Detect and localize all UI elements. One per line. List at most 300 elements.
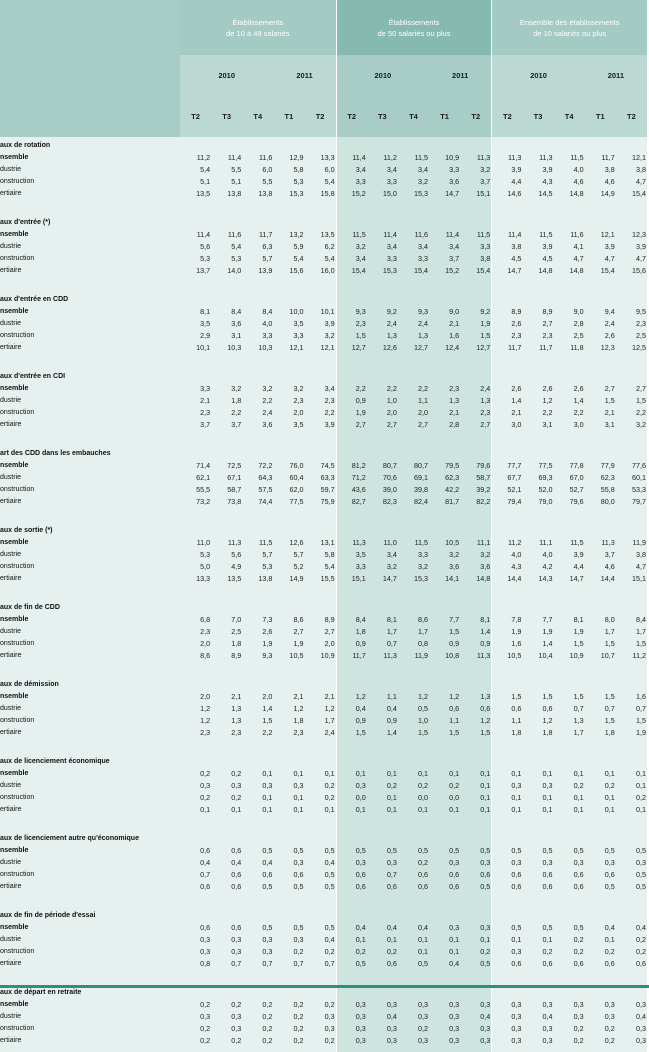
- value-cell: 0,3: [585, 998, 616, 1010]
- value-cell: 5,3: [242, 560, 273, 572]
- spacer-cell: [273, 892, 304, 909]
- value-cell: 3,9: [305, 418, 336, 430]
- empty-cell: [460, 601, 491, 613]
- spacer-cell: [491, 738, 522, 755]
- value-cell: 0,3: [180, 945, 211, 957]
- spacer-cell: [180, 276, 211, 293]
- empty-cell: [180, 139, 211, 151]
- value-cell: 1,2: [180, 714, 211, 726]
- spacer-cell: [305, 815, 336, 832]
- value-cell: 0,3: [336, 1022, 367, 1034]
- value-cell: 0,5: [398, 844, 429, 856]
- value-cell: 52,7: [554, 483, 585, 495]
- value-cell: 0,3: [522, 1022, 553, 1034]
- value-cell: 0,5: [491, 844, 522, 856]
- value-cell: 0,3: [305, 1010, 336, 1022]
- value-cell: 0,1: [398, 933, 429, 945]
- empty-cell: [616, 216, 647, 228]
- row-label: dustrie: [0, 471, 180, 483]
- value-cell: 0,2: [242, 1022, 273, 1034]
- spacer-cell: [242, 892, 273, 909]
- value-cell: 0,2: [398, 856, 429, 868]
- value-cell: 0,4: [460, 1010, 491, 1022]
- value-cell: 0,2: [211, 791, 242, 803]
- empty-cell: [336, 755, 367, 767]
- value-cell: 1,5: [429, 726, 460, 738]
- value-cell: 0,3: [336, 998, 367, 1010]
- value-cell: 11,4: [180, 228, 211, 240]
- row-label: nsemble: [0, 767, 180, 779]
- spacer-cell: [242, 584, 273, 601]
- spacer-cell: [398, 661, 429, 678]
- empty-cell: [305, 216, 336, 228]
- empty-cell: [336, 447, 367, 459]
- spacer-cell: [305, 276, 336, 293]
- empty-cell: [491, 139, 522, 151]
- empty-cell: [273, 755, 304, 767]
- spacer-cell: [522, 584, 553, 601]
- value-cell: 5,7: [242, 548, 273, 560]
- value-cell: 0,4: [367, 921, 398, 933]
- value-cell: 81,2: [336, 459, 367, 471]
- empty-cell: [460, 447, 491, 459]
- value-cell: 0,6: [554, 868, 585, 880]
- spacer-cell: [398, 815, 429, 832]
- value-cell: 1,7: [398, 625, 429, 637]
- value-cell: 0,2: [367, 779, 398, 791]
- value-cell: 0,6: [554, 880, 585, 892]
- table-row: [0, 779, 647, 791]
- empty-cell: [367, 601, 398, 613]
- table-header: [0, 0, 647, 137]
- value-cell: 2,3: [522, 329, 553, 341]
- value-cell: 1,5: [522, 690, 553, 702]
- empty-cell: [398, 524, 429, 536]
- value-cell: 0,1: [522, 791, 553, 803]
- year-header: 2011: [585, 55, 647, 95]
- empty-cell: [273, 447, 304, 459]
- value-cell: 2,2: [522, 406, 553, 418]
- section-title-row: [0, 447, 647, 459]
- value-cell: 2,4: [398, 317, 429, 329]
- group-header-10-49: [180, 0, 336, 55]
- value-cell: 0,6: [367, 957, 398, 969]
- value-cell: 3,6: [429, 175, 460, 187]
- value-cell: 0,6: [211, 880, 242, 892]
- value-cell: 11,3: [367, 649, 398, 661]
- value-cell: 11,4: [429, 228, 460, 240]
- spacer-cell: [367, 661, 398, 678]
- value-cell: 0,5: [305, 921, 336, 933]
- value-cell: 0,5: [554, 921, 585, 933]
- value-cell: 0,3: [336, 1010, 367, 1022]
- value-cell: 79,5: [429, 459, 460, 471]
- row-label: ertiaire: [0, 495, 180, 507]
- value-cell: 0,2: [585, 779, 616, 791]
- value-cell: 11,2: [180, 151, 211, 163]
- value-cell: 0,3: [491, 998, 522, 1010]
- spacer-cell: [211, 276, 242, 293]
- table-row: [0, 240, 647, 252]
- spacer-cell: [180, 430, 211, 447]
- value-cell: 0,3: [398, 998, 429, 1010]
- value-cell: 0,4: [616, 921, 647, 933]
- value-cell: 4,0: [242, 317, 273, 329]
- empty-cell: [273, 139, 304, 151]
- value-cell: 1,5: [585, 690, 616, 702]
- table-row: [0, 767, 647, 779]
- value-cell: 3,2: [616, 418, 647, 430]
- value-cell: 1,0: [367, 394, 398, 406]
- value-cell: 10,7: [585, 649, 616, 661]
- value-cell: 12,1: [273, 341, 304, 353]
- value-cell: 5,4: [305, 560, 336, 572]
- value-cell: 5,3: [211, 252, 242, 264]
- value-cell: 3,5: [180, 317, 211, 329]
- spacer-cell: [305, 1046, 336, 1052]
- value-cell: 0,5: [336, 957, 367, 969]
- value-cell: 0,5: [585, 880, 616, 892]
- value-cell: 15,4: [585, 264, 616, 276]
- value-cell: 5,5: [242, 175, 273, 187]
- value-cell: 2,2: [242, 726, 273, 738]
- empty-cell: [429, 139, 460, 151]
- empty-cell: [585, 909, 616, 921]
- empty-cell: [242, 909, 273, 921]
- spacer-cell: [554, 661, 585, 678]
- value-cell: 1,3: [460, 394, 491, 406]
- value-cell: 1,6: [429, 329, 460, 341]
- spacer-cell: [242, 276, 273, 293]
- row-label: nsemble: [0, 459, 180, 471]
- empty-cell: [305, 139, 336, 151]
- value-cell: 11,5: [460, 228, 491, 240]
- value-cell: 2,7: [305, 625, 336, 637]
- empty-cell: [305, 447, 336, 459]
- value-cell: 75,9: [305, 495, 336, 507]
- spacer-cell: [273, 1046, 304, 1052]
- value-cell: 13,3: [305, 151, 336, 163]
- value-cell: 2,3: [305, 394, 336, 406]
- value-cell: 3,9: [305, 317, 336, 329]
- value-cell: 1,8: [491, 726, 522, 738]
- empty-cell: [429, 909, 460, 921]
- value-cell: 13,7: [180, 264, 211, 276]
- value-cell: 11,2: [367, 151, 398, 163]
- value-cell: 9,2: [460, 305, 491, 317]
- spacer-cell: [522, 661, 553, 678]
- spacer-cell: [336, 661, 367, 678]
- value-cell: 1,5: [398, 726, 429, 738]
- table-row: [0, 382, 647, 394]
- value-cell: 0,5: [273, 921, 304, 933]
- value-cell: 1,5: [585, 637, 616, 649]
- value-cell: 39,8: [398, 483, 429, 495]
- value-cell: 2,6: [585, 329, 616, 341]
- value-cell: 0,9: [336, 394, 367, 406]
- empty-cell: [491, 447, 522, 459]
- value-cell: 0,3: [460, 1034, 491, 1046]
- spacer-cell: [0, 430, 180, 447]
- value-cell: 0,2: [616, 791, 647, 803]
- value-cell: 14,3: [522, 572, 553, 584]
- value-cell: 3,2: [367, 560, 398, 572]
- spacer-cell: [585, 430, 616, 447]
- spacer-cell: [429, 199, 460, 216]
- spacer-cell: [180, 353, 211, 370]
- group-header-line2: de 10 salariés ou plus: [533, 28, 607, 38]
- value-cell: 16,0: [305, 264, 336, 276]
- spacer-cell: [273, 969, 304, 986]
- empty-cell: [491, 755, 522, 767]
- value-cell: 0,3: [522, 779, 553, 791]
- spacer-cell: [616, 892, 647, 909]
- value-cell: 15,8: [305, 187, 336, 199]
- value-cell: 1,6: [491, 637, 522, 649]
- value-cell: 1,9: [336, 406, 367, 418]
- section-title: aux de rotation: [0, 139, 180, 151]
- value-cell: 15,4: [398, 264, 429, 276]
- value-cell: 13,5: [305, 228, 336, 240]
- value-cell: 6,0: [305, 163, 336, 175]
- spacer-cell: [522, 276, 553, 293]
- empty-cell: [460, 832, 491, 844]
- value-cell: 2,8: [429, 418, 460, 430]
- row-label: dustrie: [0, 1010, 180, 1022]
- value-cell: 0,5: [522, 844, 553, 856]
- spacer-cell: [367, 969, 398, 986]
- empty-cell: [305, 370, 336, 382]
- spacer-cell: [273, 430, 304, 447]
- empty-cell: [398, 909, 429, 921]
- value-cell: 3,4: [429, 240, 460, 252]
- value-cell: 1,6: [616, 690, 647, 702]
- empty-cell: [398, 832, 429, 844]
- value-cell: 2,4: [367, 317, 398, 329]
- value-cell: 3,2: [336, 240, 367, 252]
- value-cell: 0,1: [585, 933, 616, 945]
- value-cell: 0,1: [491, 791, 522, 803]
- value-cell: 8,1: [554, 613, 585, 625]
- value-cell: 11,0: [367, 536, 398, 548]
- value-cell: 15,6: [273, 264, 304, 276]
- value-cell: 1,4: [367, 726, 398, 738]
- value-cell: 5,1: [211, 175, 242, 187]
- value-cell: 12,1: [585, 228, 616, 240]
- row-label: ertiaire: [0, 957, 180, 969]
- value-cell: 0,1: [460, 803, 491, 815]
- row-label: onstruction: [0, 1022, 180, 1034]
- value-cell: 4,0: [522, 548, 553, 560]
- spacer-cell: [211, 1046, 242, 1052]
- quarter-header: T4: [398, 95, 429, 137]
- value-cell: 0,5: [429, 844, 460, 856]
- empty-cell: [336, 524, 367, 536]
- value-cell: 5,6: [211, 548, 242, 560]
- spacer-cell: [616, 430, 647, 447]
- value-cell: 1,5: [429, 625, 460, 637]
- value-cell: 0,2: [305, 945, 336, 957]
- value-cell: 2,2: [616, 406, 647, 418]
- spacer-cell: [242, 738, 273, 755]
- value-cell: 5,5: [211, 163, 242, 175]
- section-title: aux de licenciement autre qu'économique: [0, 832, 180, 844]
- value-cell: 3,6: [242, 418, 273, 430]
- empty-cell: [554, 832, 585, 844]
- value-cell: 15,0: [367, 187, 398, 199]
- value-cell: 1,5: [554, 637, 585, 649]
- empty-cell: [429, 678, 460, 690]
- row-label: onstruction: [0, 329, 180, 341]
- value-cell: 72,2: [242, 459, 273, 471]
- value-cell: 0,4: [398, 921, 429, 933]
- value-cell: 0,1: [273, 767, 304, 779]
- value-cell: 0,6: [429, 702, 460, 714]
- value-cell: 10,1: [305, 305, 336, 317]
- spacer-cell: [491, 353, 522, 370]
- empty-cell: [242, 601, 273, 613]
- value-cell: 11,3: [211, 536, 242, 548]
- value-cell: 0,6: [491, 957, 522, 969]
- value-cell: 1,5: [460, 726, 491, 738]
- spacer-cell: [242, 815, 273, 832]
- value-cell: 2,2: [554, 406, 585, 418]
- value-cell: 0,3: [211, 945, 242, 957]
- row-label: dustrie: [0, 317, 180, 329]
- value-cell: 1,9: [273, 637, 304, 649]
- value-cell: 0,1: [273, 791, 304, 803]
- value-cell: 3,9: [491, 163, 522, 175]
- table-row: [0, 649, 647, 661]
- value-cell: 77,9: [585, 459, 616, 471]
- spacer-cell: [211, 969, 242, 986]
- spacer-cell: [211, 584, 242, 601]
- value-cell: 0,1: [616, 779, 647, 791]
- spacer-cell: [616, 276, 647, 293]
- value-cell: 2,3: [616, 317, 647, 329]
- value-cell: 0,4: [242, 856, 273, 868]
- value-cell: 3,4: [367, 240, 398, 252]
- row-label: ertiaire: [0, 803, 180, 815]
- spacer-cell: [616, 199, 647, 216]
- group-header-all: [491, 0, 647, 55]
- spacer-cell: [554, 199, 585, 216]
- value-cell: 8,4: [242, 305, 273, 317]
- value-cell: 0,6: [273, 868, 304, 880]
- value-cell: 4,6: [585, 560, 616, 572]
- value-cell: 8,9: [211, 649, 242, 661]
- value-cell: 1,2: [273, 702, 304, 714]
- value-cell: 10,8: [429, 649, 460, 661]
- value-cell: 8,1: [460, 613, 491, 625]
- table-row: [0, 163, 647, 175]
- value-cell: 14,8: [554, 264, 585, 276]
- spacer-cell: [585, 353, 616, 370]
- row-label: ertiaire: [0, 418, 180, 430]
- value-cell: 2,3: [491, 329, 522, 341]
- value-cell: 14,1: [429, 572, 460, 584]
- empty-cell: [429, 216, 460, 228]
- empty-cell: [242, 678, 273, 690]
- empty-cell: [554, 524, 585, 536]
- value-cell: 4,7: [616, 560, 647, 572]
- empty-cell: [554, 755, 585, 767]
- value-cell: 55,8: [585, 483, 616, 495]
- section-title-row: [0, 601, 647, 613]
- value-cell: 5,9: [273, 240, 304, 252]
- value-cell: 0,3: [491, 779, 522, 791]
- value-cell: 0,2: [305, 791, 336, 803]
- value-cell: 1,3: [429, 394, 460, 406]
- value-cell: 0,6: [491, 702, 522, 714]
- value-cell: 2,3: [336, 317, 367, 329]
- value-cell: 69,3: [522, 471, 553, 483]
- spacer-cell: [211, 661, 242, 678]
- value-cell: 0,6: [616, 957, 647, 969]
- value-cell: 8,4: [616, 613, 647, 625]
- empty-cell: [429, 601, 460, 613]
- value-cell: 0,1: [367, 767, 398, 779]
- value-cell: 1,7: [585, 625, 616, 637]
- table-row: [0, 175, 647, 187]
- value-cell: 0,6: [522, 880, 553, 892]
- empty-cell: [242, 293, 273, 305]
- value-cell: 0,2: [336, 945, 367, 957]
- empty-cell: [180, 216, 211, 228]
- value-cell: 5,7: [273, 548, 304, 560]
- value-cell: 0,3: [429, 856, 460, 868]
- spacer-cell: [585, 584, 616, 601]
- value-cell: 0,2: [273, 1022, 304, 1034]
- value-cell: 58,7: [460, 471, 491, 483]
- value-cell: 0,3: [211, 933, 242, 945]
- empty-cell: [336, 139, 367, 151]
- empty-cell: [460, 370, 491, 382]
- value-cell: 1,9: [491, 625, 522, 637]
- spacer-cell: [305, 661, 336, 678]
- value-cell: 1,1: [398, 394, 429, 406]
- row-label: onstruction: [0, 175, 180, 187]
- value-cell: 39,0: [367, 483, 398, 495]
- value-cell: 0,7: [554, 702, 585, 714]
- empty-cell: [616, 139, 647, 151]
- empty-cell: [616, 678, 647, 690]
- value-cell: 4,9: [211, 560, 242, 572]
- value-cell: 0,3: [491, 945, 522, 957]
- empty-cell: [242, 447, 273, 459]
- value-cell: 8,4: [211, 305, 242, 317]
- value-cell: 5,3: [180, 548, 211, 560]
- spacer-cell: [522, 1046, 553, 1052]
- value-cell: 3,1: [211, 329, 242, 341]
- value-cell: 0,3: [398, 1010, 429, 1022]
- value-cell: 55,5: [180, 483, 211, 495]
- empty-cell: [491, 216, 522, 228]
- value-cell: 4,6: [585, 175, 616, 187]
- value-cell: 3,1: [585, 418, 616, 430]
- value-cell: 10,3: [211, 341, 242, 353]
- spacer-cell: [305, 969, 336, 986]
- value-cell: 0,7: [242, 957, 273, 969]
- value-cell: 1,9: [242, 637, 273, 649]
- empty-cell: [522, 832, 553, 844]
- empty-cell: [491, 909, 522, 921]
- value-cell: 11,5: [242, 536, 273, 548]
- value-cell: 79,6: [554, 495, 585, 507]
- value-cell: 1,3: [367, 329, 398, 341]
- empty-cell: [398, 293, 429, 305]
- value-cell: 10,9: [305, 649, 336, 661]
